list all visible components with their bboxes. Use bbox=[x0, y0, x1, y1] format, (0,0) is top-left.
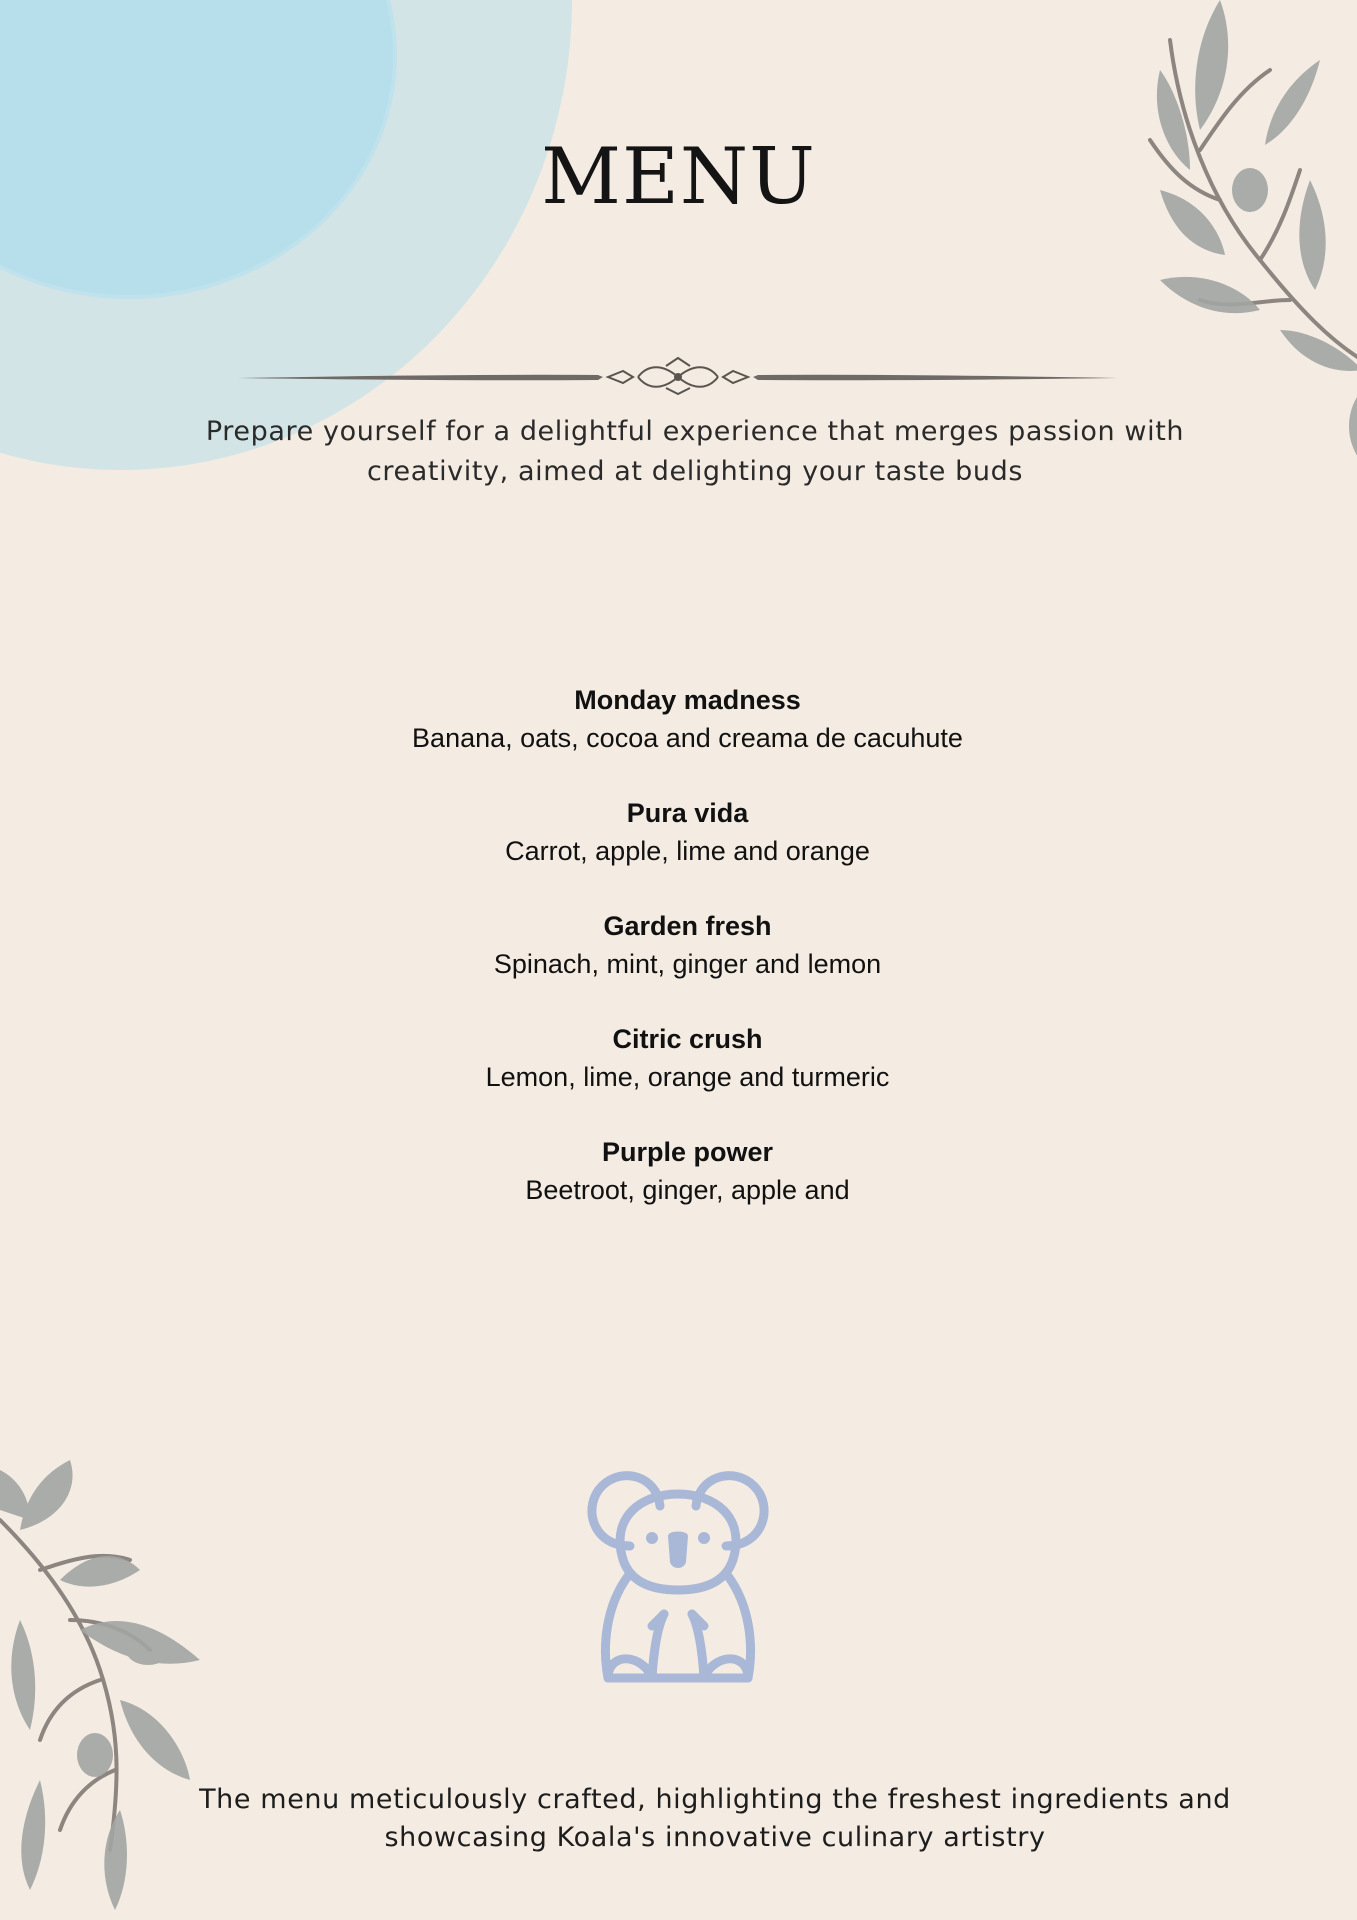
page-title: MENU bbox=[541, 132, 816, 222]
leaf-branch-icon bbox=[1130, 0, 1357, 470]
ornamental-divider-icon bbox=[238, 356, 1118, 396]
menu-item-description: Banana, oats, cocoa and creama de cacuhute bbox=[412, 723, 963, 753]
menu-item-name: Garden fresh bbox=[603, 911, 772, 941]
menu-item bbox=[0, 1021, 1357, 1134]
footer-text: The menu meticulously crafted, highlighting the freshest ingredients and showcasing Koala's innovative culinary artistry bbox=[199, 1784, 1231, 1853]
koala-icon bbox=[582, 1466, 774, 1692]
menu-item bbox=[0, 1134, 1357, 1247]
menu-item bbox=[0, 795, 1357, 908]
intro-text: Prepare yourself for a delightful experience that merges passion with creativity, aimed at delighting your taste buds bbox=[205, 416, 1185, 487]
menu-item-description: Carrot, apple, lime and orange bbox=[505, 836, 870, 866]
menu-item-name: Purple power bbox=[601, 1137, 774, 1167]
menu-item-description: Lemon, lime, orange and turmeric bbox=[485, 1062, 890, 1092]
menu-item bbox=[0, 908, 1357, 1021]
menu-item-description: Beetroot, ginger, apple and bbox=[525, 1175, 850, 1205]
menu-list bbox=[0, 682, 1357, 1247]
menu-item-name: Pura vida bbox=[626, 798, 749, 828]
menu-item bbox=[0, 682, 1357, 795]
menu-item-description: Spinach, mint, ginger and lemon bbox=[493, 949, 882, 979]
menu-item-name: Monday madness bbox=[574, 685, 801, 715]
menu-item-name: Citric crush bbox=[612, 1024, 763, 1054]
